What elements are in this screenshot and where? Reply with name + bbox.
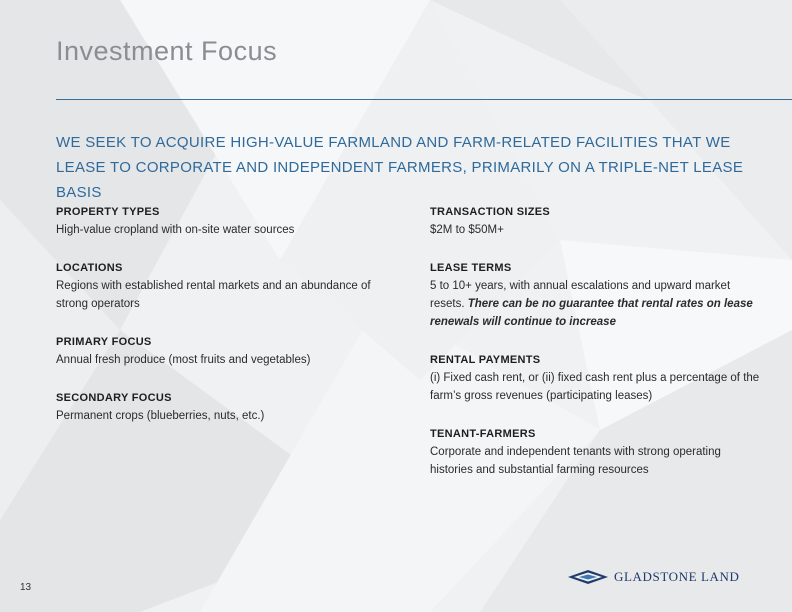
section-heading: TENANT-FARMERS [430, 428, 536, 440]
section-body: Annual fresh produce (most fruits and vegetables) [56, 354, 311, 366]
primary-focus-section [56, 333, 396, 369]
section-heading: PROPERTY TYPES [56, 206, 160, 218]
right-column [430, 203, 760, 479]
property-types-section [56, 203, 396, 239]
headline: WE SEEK TO ACQUIRE HIGH-VALUE FARMLAND AND FARM-RELATED FACILITIES THAT WE LEASE TO CORPORATE AND INDEPENDENT FARMERS, PRIMARILY ON A TRIPLE-NET LEASE BASIS [56, 134, 744, 201]
secondary-focus-section [56, 389, 396, 425]
company-logo [568, 569, 740, 585]
section-heading: TRANSACTION SIZES [430, 206, 550, 218]
section-heading: LEASE TERMS [430, 262, 512, 274]
gladstone-diamond-icon [568, 570, 608, 584]
tenant-farmers-section [430, 425, 760, 479]
section-heading: RENTAL PAYMENTS [430, 354, 541, 366]
section-body: $2M to $50M+ [430, 224, 504, 236]
left-column [56, 203, 396, 425]
section-body: Corporate and independent tenants with strong operating histories and substantial farming resources [430, 446, 721, 476]
section-body: Regions with established rental markets and an abundance of strong operators [56, 280, 371, 310]
section-heading: SECONDARY FOCUS [56, 392, 172, 404]
section-body: (i) Fixed cash rent, or (ii) fixed cash rent plus a percentage of the farm’s gross revenues (participating leases) [430, 372, 760, 402]
section-body: Permanent crops (blueberries, nuts, etc.) [56, 410, 265, 422]
section-heading: PRIMARY FOCUS [56, 336, 152, 348]
transaction-sizes-section [430, 203, 760, 239]
section-heading: LOCATIONS [56, 262, 123, 274]
logo-text: GLADSTONE LAND [614, 569, 740, 584]
section-body [430, 277, 760, 331]
title-divider [56, 99, 792, 100]
lease-terms-section [430, 259, 760, 331]
locations-section [56, 259, 396, 313]
page-number: 13 [20, 582, 32, 593]
rental-payments-section [430, 351, 760, 405]
lease-terms-text: 5 to 10+ years, with annual escalations and upward market resets. [430, 280, 731, 310]
section-body: High-value cropland with on-site water sources [56, 224, 295, 236]
lease-terms-disclaimer: There can be no guarantee that rental rates on lease renewals will continue to increase [430, 298, 753, 328]
page-title: Investment Focus [56, 36, 278, 66]
